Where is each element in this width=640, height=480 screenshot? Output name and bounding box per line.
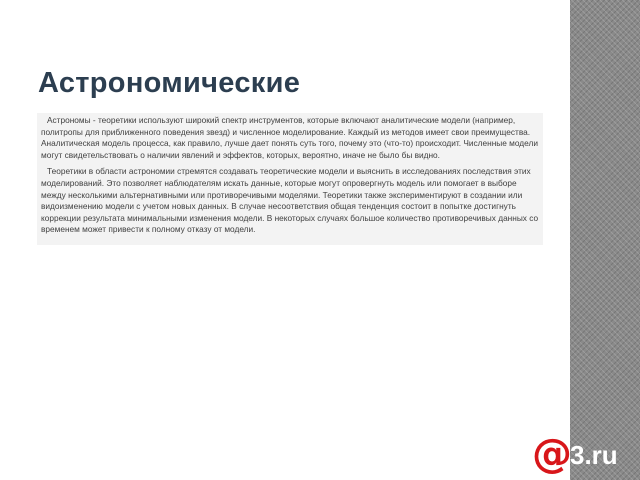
- logo-text: 3.ru: [570, 440, 618, 470]
- decorative-side-strip: [570, 0, 640, 480]
- paragraph-2: Теоретики в области астрономии стремятся создавать теоретические модели и выяснить в исследованиях последствия этих моделирований. Это позволяет наблюдателям искать данные, которые могут опровергнуть модель или помогает в выборе между несколькими альтернативными или противоречивыми моделями. Теоретики также экспериментируют в создании или видоизменению модели с учетом новых данных. В случае несоответствия общая тенденция состоит в попытке достигнуть коррекции результата минимальными изменения модели. В некоторых случаях большое количество противоречивых данных со временем может привести к полному отказу от модели.: [41, 166, 539, 235]
- site-logo[interactable]: [532, 431, 618, 477]
- at-sign-icon: @: [532, 431, 572, 477]
- slide-title: Астрономические: [38, 67, 301, 99]
- paragraph-1: Астрономы - теоретики используют широкий спектр инструментов, которые включают аналитические модели (например, политропы для приближенного поведения звезд) и численное моделирование. Каждый из методов имеет свои преимущества. Аналитическая модель процесса, как правило, лучше дает понять суть того, почему это (что-то) происходит. Численные модели могут свидетельствовать о наличии явлений и эффектов, которых, вероятно, иначе не было бы видно.: [41, 115, 538, 160]
- content-block: [37, 113, 543, 245]
